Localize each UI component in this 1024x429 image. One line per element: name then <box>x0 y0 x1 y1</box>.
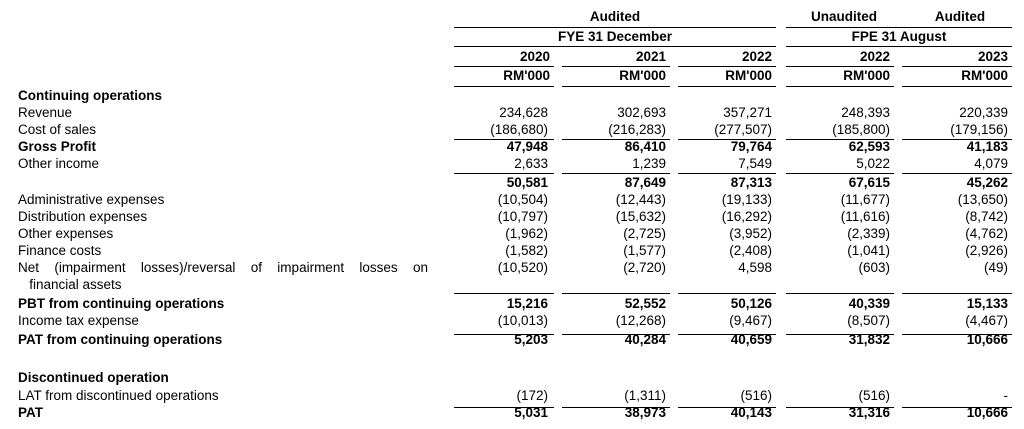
subtotal-rule <box>902 334 1012 335</box>
row-value: (11,616) <box>840 209 890 224</box>
row-value: (4,762) <box>965 226 1008 241</box>
header-unaudited: Unaudited <box>811 9 877 24</box>
table-row <box>0 225 1024 242</box>
row-value: 50,126 <box>730 296 772 311</box>
header-rule-mid-right <box>786 46 1012 47</box>
table-row <box>0 121 1024 138</box>
table-row <box>0 155 1024 172</box>
year-rule-2 <box>562 66 670 67</box>
row-value: (186,680) <box>490 122 548 137</box>
subtotal-rule <box>454 407 554 408</box>
table-row <box>0 138 1024 155</box>
row-value: 7,549 <box>738 156 772 171</box>
row-value: (516) <box>858 388 890 403</box>
row-value: (179,156) <box>950 122 1008 137</box>
subtotal-rule <box>562 139 670 140</box>
table-row <box>0 87 1024 104</box>
unit-2022-fye: RM'000 <box>725 68 772 83</box>
row-value: 67,615 <box>848 175 890 190</box>
table-row <box>0 104 1024 121</box>
row-value: 47,948 <box>506 139 548 154</box>
unit-2023: RM'000 <box>961 68 1008 83</box>
row-value: 41,183 <box>966 139 1008 154</box>
row-label: Cost of sales <box>18 122 97 137</box>
row-value: 248,393 <box>841 105 890 120</box>
row-value: 40,339 <box>848 296 890 311</box>
row-value: (216,283) <box>608 122 666 137</box>
row-value: (10,013) <box>497 313 548 328</box>
row-value: 5,022 <box>856 156 890 171</box>
header-rule-top-right <box>786 27 1012 28</box>
table-row <box>0 259 1024 276</box>
subtotal-rule <box>786 173 894 174</box>
subtotal-rule <box>678 139 776 140</box>
table-row <box>0 387 1024 404</box>
row-value: 87,313 <box>730 175 772 190</box>
row-value: (19,133) <box>721 192 772 207</box>
row-value: (1,962) <box>505 226 548 241</box>
subtotal-rule <box>562 334 670 335</box>
row-value: 15,216 <box>506 296 548 311</box>
row-value: 357,271 <box>723 105 772 120</box>
row-value: (603) <box>858 260 890 275</box>
row-label: Net (impairment losses)/reversal of impairment losses on <box>18 260 428 275</box>
row-value: (10,520) <box>497 260 548 275</box>
row-label: Gross Profit <box>18 139 97 154</box>
header-rule-top-left <box>454 27 776 28</box>
row-value: (10,797) <box>497 209 548 224</box>
row-value: (4,467) <box>965 313 1008 328</box>
table-row <box>0 191 1024 208</box>
row-value: (1,582) <box>505 243 548 258</box>
header-rule-mid-left <box>454 46 776 47</box>
row-value: 45,262 <box>966 175 1008 190</box>
row-value: (12,268) <box>615 313 666 328</box>
subtotal-rule <box>562 293 670 294</box>
header-audited-left: Audited <box>589 9 641 24</box>
row-value: 15,133 <box>966 296 1008 311</box>
table-row <box>0 369 1024 386</box>
row-label: LAT from discontinued operations <box>18 388 219 403</box>
row-value: (2,926) <box>965 243 1008 258</box>
row-value: (10,504) <box>497 192 548 207</box>
row-value: (12,443) <box>615 192 666 207</box>
row-value: 31,316 <box>848 405 890 420</box>
subtotal-rule <box>562 173 670 174</box>
table-row <box>0 276 1024 293</box>
row-value: 5,203 <box>514 332 548 347</box>
row-value: (2,725) <box>623 226 666 241</box>
row-value: 234,628 <box>499 105 548 120</box>
subtotal-rule <box>786 139 894 140</box>
year-rule-3 <box>678 66 776 67</box>
subtotal-rule <box>678 293 776 294</box>
subtotal-rule <box>678 334 776 335</box>
row-label: PBT from continuing operations <box>18 296 225 311</box>
row-value: (2,408) <box>729 243 772 258</box>
row-value: (11,677) <box>840 192 890 207</box>
row-value: (1,311) <box>624 388 666 403</box>
unit-2020: RM'000 <box>503 68 550 83</box>
row-value: (172) <box>516 388 548 403</box>
subtotal-rule <box>454 293 554 294</box>
year-rule-5 <box>902 66 1012 67</box>
year-2021: 2021 <box>635 49 666 64</box>
row-value: (8,507) <box>847 313 890 328</box>
row-label: Distribution expenses <box>18 209 148 224</box>
header-fpe: FPE 31 August <box>851 29 947 44</box>
row-value: 10,666 <box>966 332 1008 347</box>
year-2022-fpe: 2022 <box>859 49 890 64</box>
row-value: 62,593 <box>848 139 890 154</box>
row-value: 40,143 <box>730 405 772 420</box>
row-value: 4,079 <box>974 156 1008 171</box>
table-row <box>0 312 1024 329</box>
row-value: (2,339) <box>847 226 890 241</box>
subtotal-rule <box>454 173 554 174</box>
row-value: (49) <box>983 260 1008 275</box>
row-value: 79,764 <box>730 139 772 154</box>
row-label: Administrative expenses <box>18 192 165 207</box>
row-value: (2,720) <box>623 260 666 275</box>
row-value: 10,666 <box>966 405 1008 420</box>
row-value: (1,041) <box>847 243 890 258</box>
row-value: (3,952) <box>729 226 772 241</box>
year-2020: 2020 <box>519 49 550 64</box>
year-rule-1 <box>454 66 554 67</box>
row-value: 87,649 <box>624 175 666 190</box>
subtotal-rule <box>678 173 776 174</box>
row-value: 31,832 <box>848 332 890 347</box>
subtotal-rule <box>902 293 1012 294</box>
row-value: (1,577) <box>623 243 666 258</box>
year-2022-fye: 2022 <box>741 49 772 64</box>
row-value: 38,973 <box>624 405 666 420</box>
row-label: PAT <box>18 405 43 420</box>
row-label: Other expenses <box>18 226 114 241</box>
row-value: (15,632) <box>615 209 666 224</box>
subtotal-rule <box>902 139 1012 140</box>
header-fye: FYE 31 December <box>557 29 673 44</box>
row-value: 5,031 <box>514 405 548 420</box>
subtotal-rule <box>454 334 554 335</box>
row-value: 40,659 <box>730 332 772 347</box>
row-value: 302,693 <box>617 105 666 120</box>
subtotal-rule <box>562 407 670 408</box>
row-value: (8,742) <box>965 209 1008 224</box>
row-value: 220,339 <box>959 105 1008 120</box>
subtotal-rule <box>902 407 1012 408</box>
year-2023: 2023 <box>977 49 1008 64</box>
row-value: 1,239 <box>632 156 666 171</box>
row-label: PAT from continuing operations <box>18 332 223 347</box>
table-row <box>0 350 1024 367</box>
unit-2022-fpe: RM'000 <box>843 68 890 83</box>
row-value: (277,507) <box>714 122 772 137</box>
row-value: (9,467) <box>729 313 772 328</box>
subtotal-rule <box>786 293 894 294</box>
row-label: Continuing operations <box>18 88 162 103</box>
row-value: 2,633 <box>514 156 548 171</box>
row-value: 50,581 <box>506 175 548 190</box>
row-label: financial assets <box>18 277 122 292</box>
row-value: 52,552 <box>624 296 666 311</box>
row-value: - <box>1003 388 1008 403</box>
table-row <box>0 295 1024 312</box>
table-row <box>0 174 1024 191</box>
row-value: 40,284 <box>624 332 666 347</box>
header-audited-right: Audited <box>934 9 986 24</box>
year-rule-4 <box>786 66 894 67</box>
subtotal-rule <box>786 334 894 335</box>
row-label: Revenue <box>18 105 73 120</box>
row-value: (185,800) <box>832 122 890 137</box>
row-label: Finance costs <box>18 243 102 258</box>
unit-2021: RM'000 <box>619 68 666 83</box>
table-row <box>0 208 1024 225</box>
table-row <box>0 242 1024 259</box>
row-label: Other income <box>18 156 100 171</box>
row-value: (16,292) <box>721 209 772 224</box>
row-value: (13,650) <box>957 192 1008 207</box>
row-value: 86,410 <box>624 139 666 154</box>
row-value: 4,598 <box>738 260 772 275</box>
row-label: Income tax expense <box>18 313 139 328</box>
subtotal-rule <box>454 139 554 140</box>
subtotal-rule <box>786 407 894 408</box>
subtotal-rule <box>902 173 1012 174</box>
subtotal-rule <box>678 407 776 408</box>
row-label: Discontinued operation <box>18 370 169 385</box>
row-value: (516) <box>740 388 772 403</box>
